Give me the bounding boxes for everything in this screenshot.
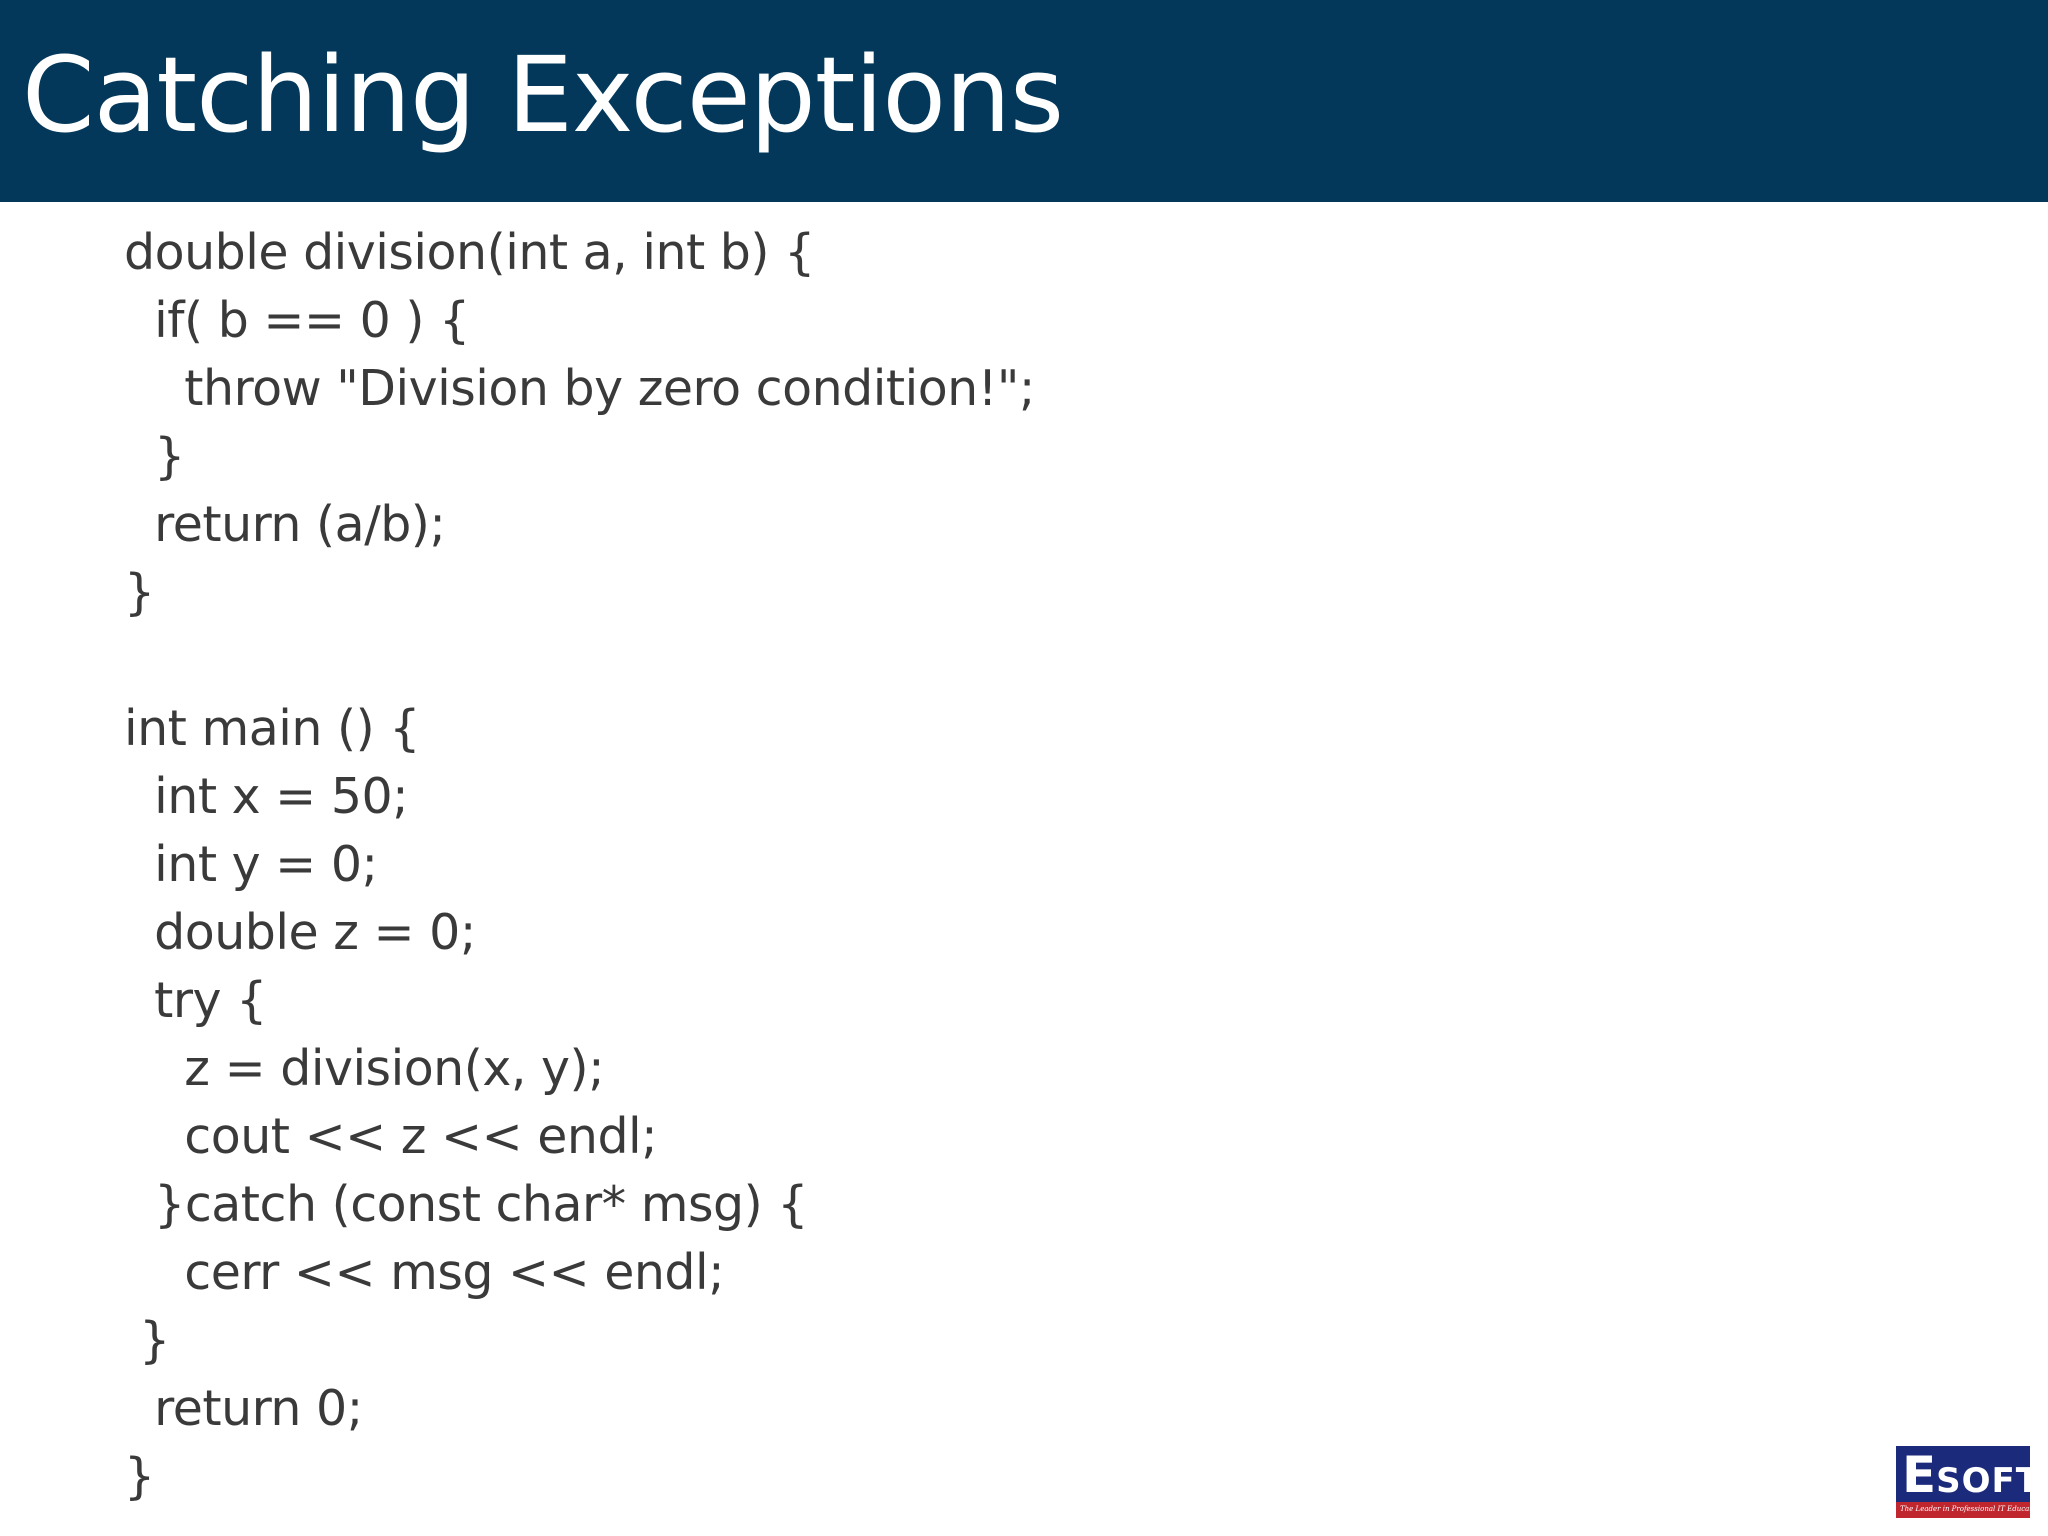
code-line: try { xyxy=(124,972,267,1029)
logo-tagline: The Leader in Professional IT Education xyxy=(1900,1505,2044,1513)
code-line: int main () { xyxy=(124,700,420,757)
slide-title: Catching Exceptions xyxy=(22,34,1064,156)
code-line: if( b == 0 ) { xyxy=(124,292,470,349)
code-line: cerr << msg << endl; xyxy=(124,1244,725,1301)
code-line: } xyxy=(124,1312,170,1369)
code-line: return (a/b); xyxy=(124,496,446,553)
code-line: } xyxy=(124,564,155,621)
code-line: } xyxy=(124,428,185,485)
code-line: } xyxy=(124,1448,155,1505)
code-line: throw "Division by zero condition!"; xyxy=(124,360,1035,417)
code-line: double z = 0; xyxy=(124,904,476,961)
code-line: double division(int a, int b) { xyxy=(124,224,815,281)
code-line: z = division(x, y); xyxy=(124,1040,605,1097)
code-line: }catch (const char* msg) { xyxy=(124,1176,808,1233)
logo-first-letter: E xyxy=(1902,1446,1937,1504)
logo-wordmark xyxy=(1902,1446,2040,1504)
esoft-logo xyxy=(1894,1444,2044,1520)
code-line: int x = 50; xyxy=(124,768,409,825)
logo-rest-letters: SOFT xyxy=(1936,1461,2040,1501)
title-bar xyxy=(0,0,2048,202)
code-line: int y = 0; xyxy=(124,836,378,893)
code-line: return 0; xyxy=(124,1380,363,1437)
code-line: cout << z << endl; xyxy=(124,1108,658,1165)
